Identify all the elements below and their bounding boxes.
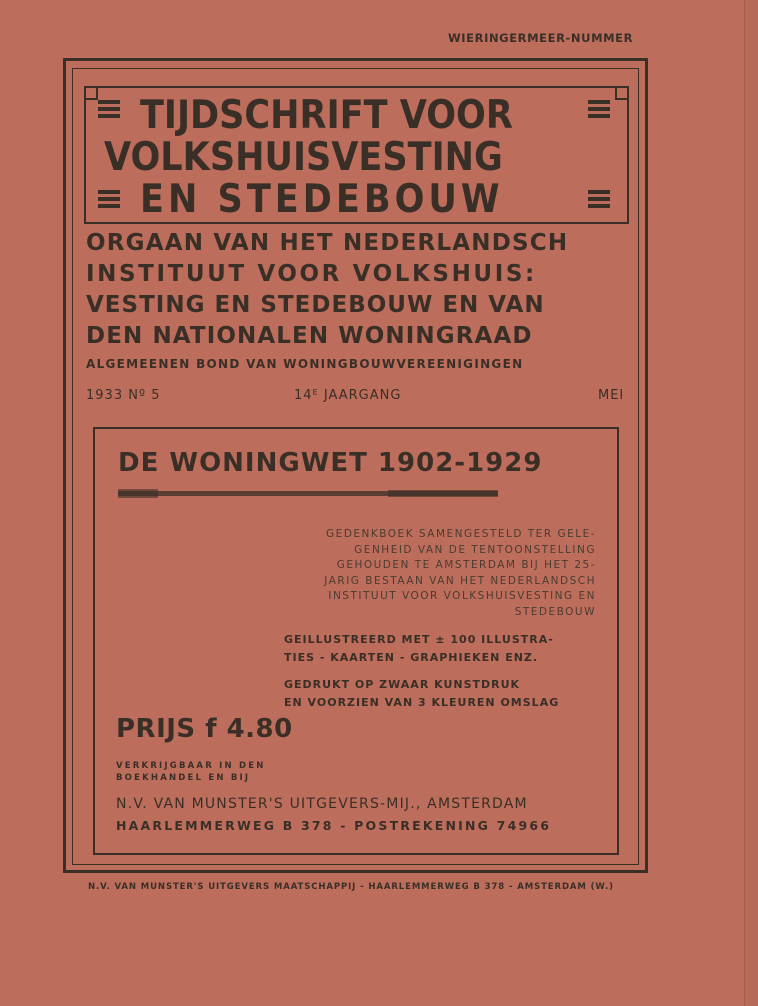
issue-month: MEI	[598, 388, 625, 403]
illustrated-line: GEILLUSTREERD MET ± 100 ILLUSTRA-	[284, 633, 554, 646]
desc-line: INSTITUUT VOOR VOLKSHUISVESTING EN	[328, 590, 596, 602]
decor-bars-right-1	[588, 100, 610, 121]
desc-line: GEHOUDEN TE AMSTERDAM BIJ HET 25-	[336, 559, 596, 571]
availability-line: BOEKHANDEL EN BIJ	[116, 773, 251, 783]
ad-availability	[116, 760, 266, 784]
decor-bars-right-3	[588, 190, 610, 211]
organ-line-4: DEN NATIONALEN WONINGRAAD	[86, 323, 533, 349]
illustrated-line: TIES - KAARTEN - GRAPHIEKEN ENZ.	[284, 651, 539, 664]
issue-volume: 14ᴱ JAARGANG	[294, 388, 402, 403]
desc-line: JARIG BESTAAN VAN HET NEDERLANDSCH	[324, 574, 596, 587]
desc-line: GEDENKBOEK SAMENGESTELD TER GELE-	[326, 528, 596, 540]
title-line-2: VOLKSHUISVESTING	[104, 135, 503, 180]
ad-title: DE WONINGWET 1902-1929	[118, 448, 543, 478]
organ-subline: ALGEMEENEN BOND VAN WONINGBOUWVEREENIGINGEN	[86, 357, 524, 371]
edition-label: WIERINGERMEER-NUMMER	[448, 31, 634, 45]
ad-price: PRIJS f 4.80	[116, 714, 293, 744]
footer-imprint: N.V. VAN MUNSTER'S UITGEVERS MAATSCHAPPIJ - HAARLEMMERWEG B 378 - AMSTERDAM (W.)	[88, 882, 614, 892]
organ-line-2: INSTITUUT VOOR VOLKSHUIS:	[86, 261, 537, 287]
organ-line-1: ORGAAN VAN HET NEDERLANDSCH	[86, 230, 569, 256]
desc-line: STEDEBOUW	[514, 605, 596, 618]
print-line: EN VOORZIEN VAN 3 KLEUREN OMSLAG	[284, 696, 560, 709]
organ-line-3: VESTING EN STEDEBOUW EN VAN	[86, 292, 545, 318]
print-line: GEDRUKT OP ZWAAR KUNSTDRUK	[284, 678, 521, 691]
ad-description	[284, 527, 596, 620]
ad-title-underline-ornament	[118, 489, 498, 498]
ad-publisher: N.V. VAN MUNSTER'S UITGEVERS-MIJ., AMSTERDAM	[116, 796, 528, 812]
page-edge	[744, 0, 758, 1006]
ad-address: HAARLEMMERWEG B 378 - POSTREKENING 74966	[116, 818, 552, 833]
availability-line: VERKRIJGBAAR IN DEN	[116, 761, 266, 771]
title-line-3: EN STEDEBOUW	[140, 177, 504, 222]
decor-bars-left-1	[98, 100, 120, 121]
issue-number: 1933 Nº 5	[86, 388, 161, 403]
corner-ornament-tl	[84, 86, 98, 100]
desc-line: GENHEID VAN DE TENTOONSTELLING	[354, 543, 596, 556]
decor-bars-left-3	[98, 190, 120, 211]
title-line-1: TIJDSCHRIFT VOOR	[140, 93, 513, 138]
ad-illustrated	[284, 631, 596, 667]
corner-ornament-tr	[615, 86, 629, 100]
ad-print-info	[284, 676, 596, 712]
